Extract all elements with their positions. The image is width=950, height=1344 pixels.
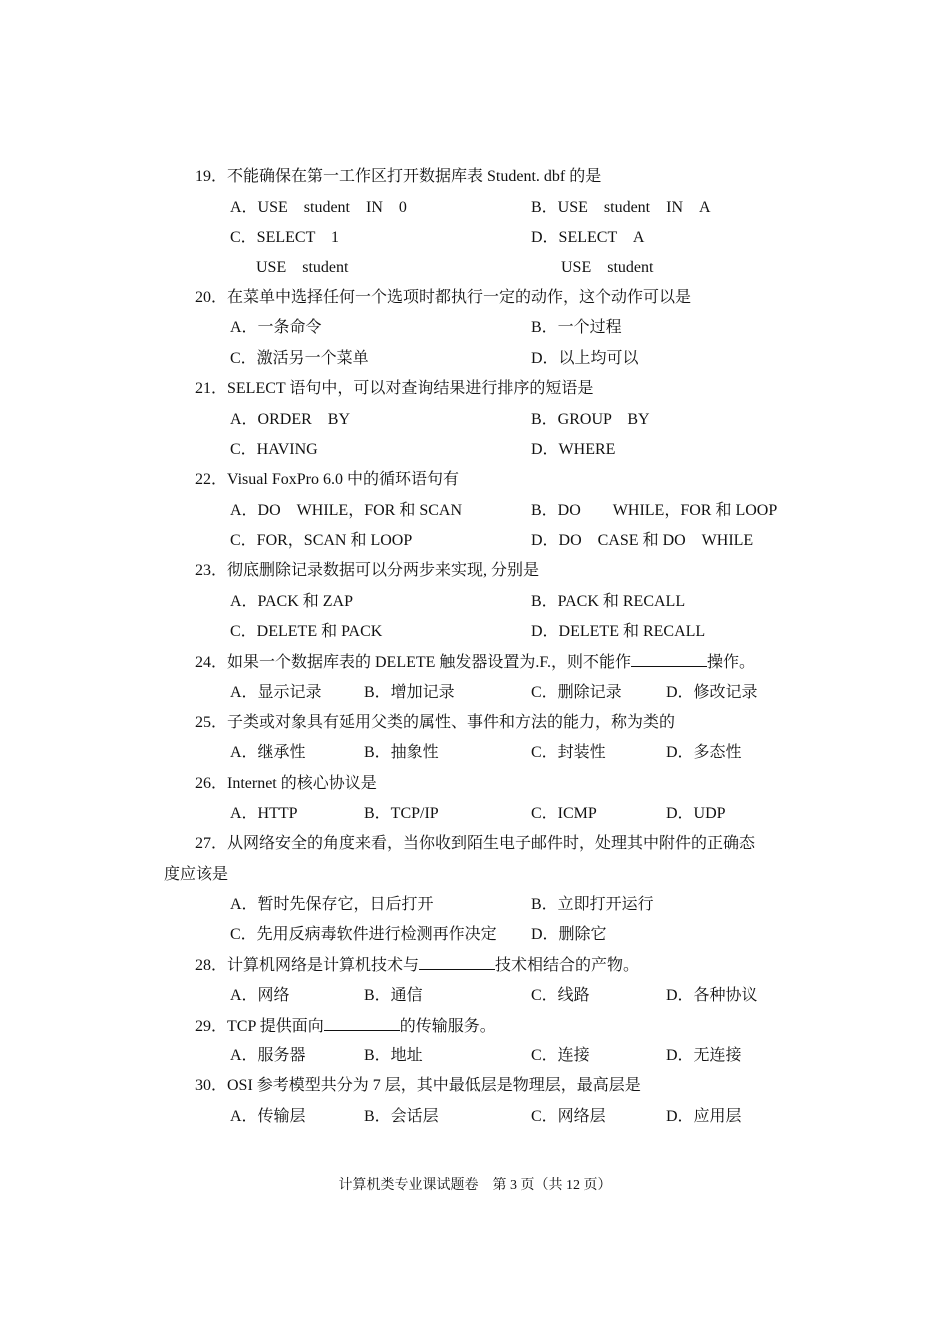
question-30-option-c: C．网络层 (531, 1108, 606, 1125)
question-23-stem: 23．彻底删除记录数据可以分两步来实现, 分别是 (195, 562, 540, 579)
question-27-option-b: B．立即打开运行 (531, 896, 654, 913)
question-25-option-a: A．继承性 (230, 744, 306, 761)
question-29-option-c: C．连接 (531, 1047, 590, 1064)
question-27-stem-line2: 度应该是 (164, 866, 229, 883)
question-21-stem: 21．SELECT 语句中，可以对查询结果进行排序的短语是 (195, 380, 594, 397)
question-19-option-c-line2: USE student (256, 259, 349, 276)
question-19-stem: 19．不能确保在第一工作区打开数据库表 Student. dbf 的是 (195, 168, 602, 185)
question-19-option-a: A．USE student IN 0 (230, 199, 407, 216)
question-24-option-d: D．修改记录 (666, 684, 758, 701)
question-24-option-b: B．增加记录 (364, 684, 455, 701)
question-24-option-a: A．显示记录 (230, 684, 322, 701)
question-28-stem-post: 技术相结合的产物。 (495, 957, 640, 974)
question-30-option-b: B．会话层 (364, 1108, 439, 1125)
question-25-option-b: B．抽象性 (364, 744, 439, 761)
question-23-option-b: B．PACK 和 RECALL (531, 593, 686, 610)
question-23-option-d: D．DELETE 和 RECALL (531, 623, 706, 640)
question-24-option-c: C．删除记录 (531, 684, 622, 701)
question-23-option-c: C．DELETE 和 PACK (230, 623, 383, 640)
question-26-option-c: C．ICMP (531, 805, 597, 822)
question-27-option-d: D．删除它 (531, 926, 607, 943)
question-28-option-d: D．各种协议 (666, 987, 758, 1004)
question-20-option-c: C．激活另一个菜单 (230, 350, 369, 367)
question-24-blank (631, 651, 707, 667)
question-28-blank (419, 954, 495, 970)
question-29-option-a: A．服务器 (230, 1047, 306, 1064)
question-29-blank (324, 1015, 400, 1031)
question-24-stem-post: 操作。 (707, 654, 756, 671)
question-20-stem: 20．在菜单中选择任何一个选项时都执行一定的动作，这个动作可以是 (195, 289, 692, 306)
question-26-option-a: A．HTTP (230, 805, 298, 822)
question-28-stem (195, 954, 639, 977)
question-24-stem-pre: 24．如果一个数据库表的 DELETE 触发器设置为.F.，则不能作 (195, 654, 632, 671)
question-27-stem: 27．从网络安全的角度来看，当你收到陌生电子邮件时，处理其中附件的正确态 (195, 835, 756, 852)
page-footer: 计算机类专业课试题卷 第 3 页（共 12 页） (338, 1178, 612, 1193)
question-28-option-a: A．网络 (230, 987, 290, 1004)
question-30-option-d: D．应用层 (666, 1108, 742, 1125)
question-29-stem-pre: 29．TCP 提供面向 (195, 1018, 324, 1035)
question-28-stem-pre: 28．计算机网络是计算机技术与 (195, 957, 420, 974)
question-20-option-d: D．以上均可以 (531, 350, 639, 367)
question-21-option-a: A．ORDER BY (230, 411, 351, 428)
question-26-option-b: B．TCP/IP (364, 805, 439, 822)
question-22-option-d: D．DO CASE 和 DO WHILE (531, 532, 754, 549)
question-28-option-c: C．线路 (531, 987, 590, 1004)
question-19-option-d-line2: USE student (561, 259, 654, 276)
question-29-stem-post: 的传输服务。 (399, 1018, 496, 1035)
question-26-option-d: D．UDP (666, 805, 726, 822)
question-30-option-a: A．传输层 (230, 1108, 306, 1125)
question-27-option-a: A．暂时先保存它，日后打开 (230, 896, 434, 913)
question-22-option-c: C．FOR，SCAN 和 LOOP (230, 532, 413, 549)
question-27-option-c: C．先用反病毒软件进行检测再作决定 (230, 926, 497, 943)
question-20-option-a: A．一条命令 (230, 319, 322, 336)
question-20-option-b: B．一个过程 (531, 319, 622, 336)
question-26-stem: 26．Internet 的核心协议是 (195, 775, 377, 792)
question-25-stem: 25．子类或对象具有延用父类的属性、事件和方法的能力，称为类的 (195, 714, 676, 731)
question-22-option-a: A．DO WHILE，FOR 和 SCAN (230, 502, 463, 519)
question-23-option-a: A．PACK 和 ZAP (230, 593, 353, 610)
question-25-option-d: D．多态性 (666, 744, 742, 761)
question-29-option-d: D．无连接 (666, 1047, 742, 1064)
question-22-stem: 22．Visual FoxPro 6.0 中的循环语句有 (195, 471, 459, 488)
question-29-option-b: B．地址 (364, 1047, 423, 1064)
question-21-option-d: D．WHERE (531, 441, 616, 458)
question-19-option-b: B．USE student IN A (531, 199, 711, 216)
question-21-option-b: B．GROUP BY (531, 411, 650, 428)
question-24-stem (195, 651, 755, 674)
question-25-option-c: C．封装性 (531, 744, 606, 761)
question-19-option-d: D．SELECT A (531, 229, 645, 246)
question-29-stem (195, 1015, 496, 1038)
question-21-option-c: C．HAVING (230, 441, 318, 458)
question-22-option-b: B．DO WHILE，FOR 和 LOOP (531, 502, 778, 519)
question-30-stem: 30．OSI 参考模型共分为 7 层，其中最低层是物理层，最高层是 (195, 1077, 641, 1094)
question-19-option-c: C．SELECT 1 (230, 229, 340, 246)
question-28-option-b: B．通信 (364, 987, 423, 1004)
